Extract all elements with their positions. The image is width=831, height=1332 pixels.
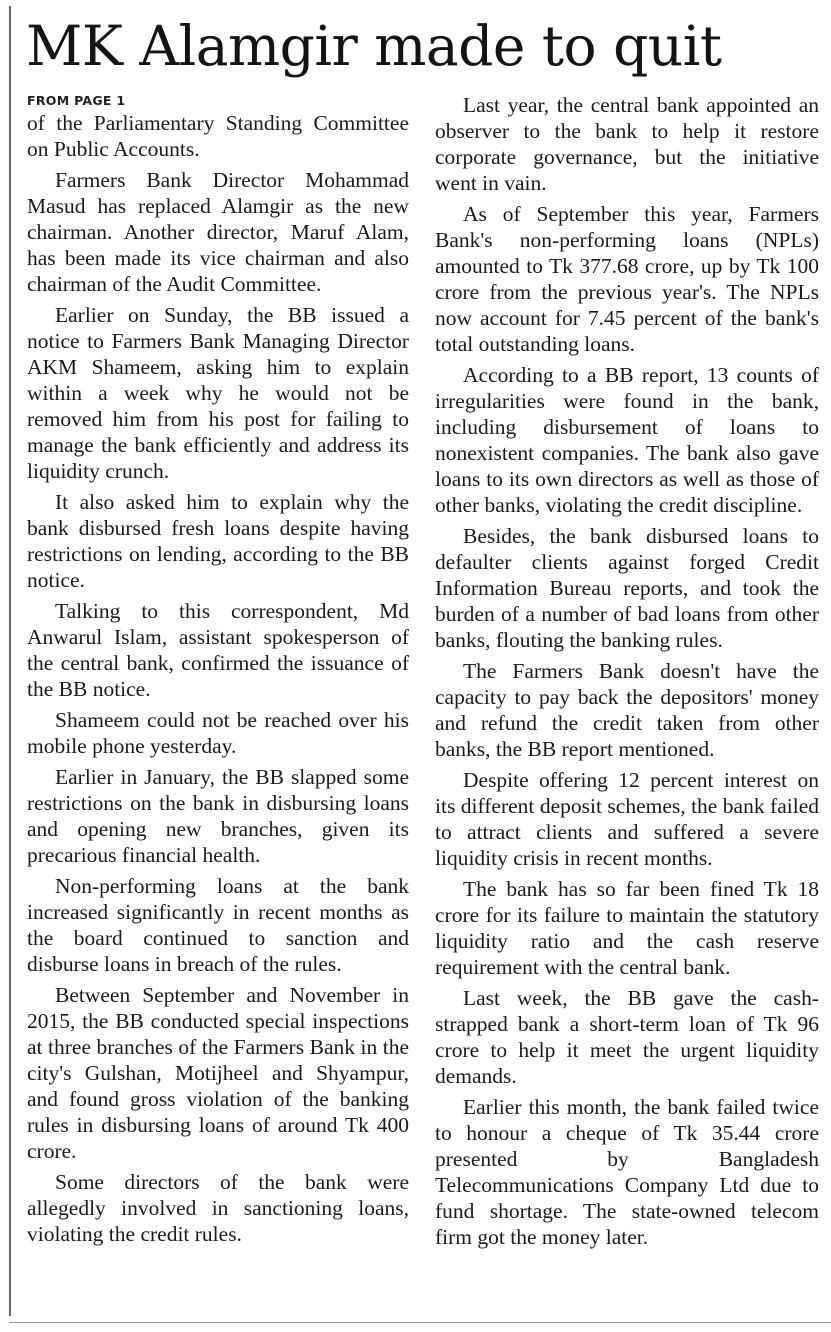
paragraph: Last year, the central bank appointed an observer to the bank to help it restore corporate governance, but the initiative went in vain. <box>435 93 819 195</box>
paragraph: It also asked him to explain why the bank disbursed fresh loans despite having restrictions on lending, according to the BB notice. <box>27 490 409 592</box>
paragraph: The Farmers Bank doesn't have the capacity to pay back the depositors' money and refund the credit taken from other banks, the BB report mentioned. <box>435 659 819 761</box>
bottom-rule <box>9 1322 831 1323</box>
paragraph: Shameem could not be reached over his mobile phone yesterday. <box>27 708 409 758</box>
paragraph: As of September this year, Farmers Bank's non-performing loans (NPLs) amounted to Tk 377.68 crore, up by Tk 100 crore from the previous year's. The NPLs now account for 7.45 percent of the bank's total outstanding loans. <box>435 202 819 356</box>
from-page-kicker: FROM PAGE 1 <box>27 93 126 108</box>
article-column-right <box>435 92 819 1250</box>
paragraph: Earlier on Sunday, the BB issued a notice to Farmers Bank Managing Director AKM Shameem, asking him to explain within a week why he would not be removed him from his post for failing to manage the bank efficiently and address its liquidity crunch. <box>27 303 409 483</box>
paragraph: Besides, the bank disbursed loans to defaulter clients against forged Credit Information Bureau reports, and took the burden of a number of bad loans from other banks, flouting the banking rules. <box>435 524 819 652</box>
left-column-rule <box>9 6 11 1316</box>
paragraph: Some directors of the bank were allegedly involved in sanctioning loans, violating the credit rules. <box>27 1170 409 1246</box>
paragraph: Earlier in January, the BB slapped some restrictions on the bank in disbursing loans and opening new branches, given its precarious financial health. <box>27 765 409 867</box>
paragraph: Farmers Bank Director Mohammad Masud has replaced Alamgir as the new chairman. Another director, Maruf Alam, has been made its vice chairman and also chairman of the Audit Committee. <box>27 168 409 296</box>
headline: MK Alamgir made to quit <box>26 14 722 78</box>
article-column-left <box>27 92 409 1252</box>
paragraph: Talking to this correspondent, Md Anwarul Islam, assistant spokesperson of the central bank, confirmed the issuance of the BB notice. <box>27 599 409 701</box>
paragraph: Despite offering 12 percent interest on its different deposit schemes, the bank failed to attract clients and suffered a severe liquidity crisis in recent months. <box>435 768 819 870</box>
paragraph: Earlier this month, the bank failed twice to honour a cheque of Tk 35.44 crore presented by Bangladesh Telecommunications Company Ltd due to fund shortage. The state-owned telecom firm got the money later. <box>435 1095 819 1249</box>
paragraph: Non-performing loans at the bank increased significantly in recent months as the board continued to sanction and disburse loans in breach of the rules. <box>27 874 409 976</box>
paragraph: of the Parliamentary Standing Committee on Public Accounts. <box>27 111 409 161</box>
paragraph: Between September and November in 2015, the BB conducted special inspections at three branches of the Farmers Bank in the city's Gulshan, Motijheel and Shyampur, and found gross violation of the banking rules in disbursing loans of around Tk 400 crore. <box>27 983 409 1163</box>
paragraph: Last week, the BB gave the cash-strapped bank a short-term loan of Tk 96 crore to help it meet the urgent liquidity demands. <box>435 986 819 1088</box>
paragraph: The bank has so far been fined Tk 18 crore for its failure to maintain the statutory liquidity ratio and the cash reserve requirement with the central bank. <box>435 877 819 979</box>
paragraph: According to a BB report, 13 counts of irregularities were found in the bank, including disbursement of loans to nonexistent companies. The bank also gave loans to its own directors as well as those of other banks, violating the credit discipline. <box>435 363 819 517</box>
